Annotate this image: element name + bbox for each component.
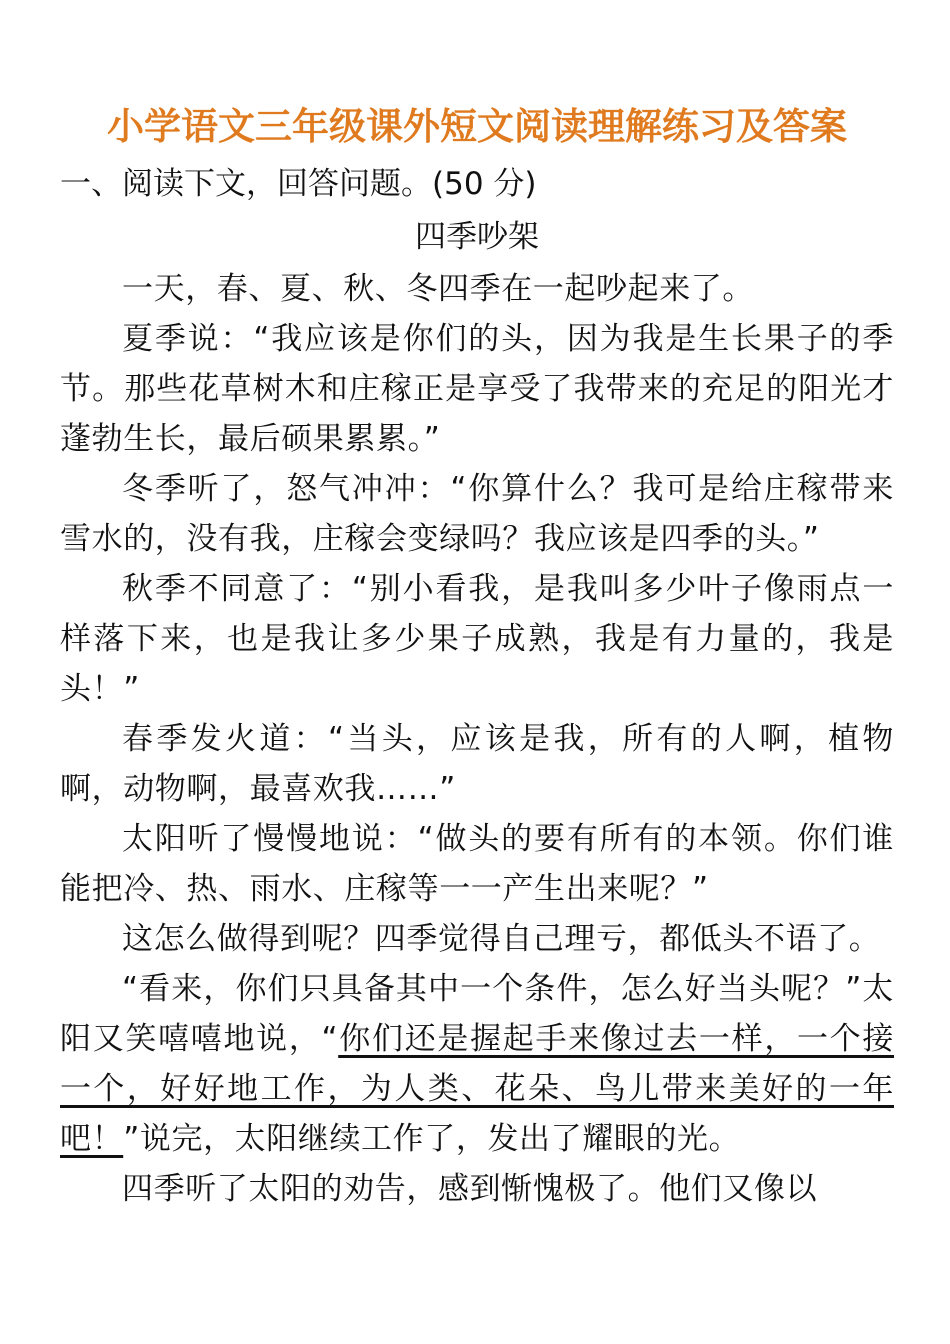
paragraph: 这怎么做得到呢？四季觉得自己理亏，都低头不语了。 [122,921,881,957]
sun-advice-paragraph [60,964,894,1164]
sun-advice-tail: ”说完，太阳继续工作了，发出了耀眼的光。 [123,1121,741,1157]
section-heading: 一、阅读下文，回答问题。(50 分) [60,166,537,202]
paragraph: 夏季说：“我应该是你们的头，因为我是生长果子的季节。那些花草树木和庄稼正是享受了我带来的充足的阳光才蓬勃生长，最后硕果累累。” [60,321,894,457]
paragraph: 秋季不同意了：“别小看我，是我叫多少叶子像雨点一样落下来，也是我让多少果子成熟，我是有力量的，我是头！” [60,571,894,707]
document-title: 小学语文三年级课外短文阅读理解练习及答案 [107,105,847,148]
paragraph-last: 四季听了太阳的劝告，感到惭愧极了。他们又像以 [122,1171,818,1207]
paragraph: 一天，春、夏、秋、冬四季在一起吵起来了。 [122,271,754,307]
paragraph: 太阳听了慢慢地说：“做头的要有所有的本领。你们谁能把冷、热、雨水、庄稼等一一产生出来呢？” [60,821,894,907]
paragraph: 春季发火道：“当头，应该是我，所有的人啊，植物啊，动物啊，最喜欢我……” [60,721,894,807]
underlined-sentence: 你们还是握起手来像过去一样，一个接一个，好好地工作，为人类、花朵、鸟儿带来美好的一年吧！ [60,1021,894,1157]
document-page [60,96,894,1214]
story-title: 四季吵架 [415,219,539,255]
paragraph: 冬季听了，怒气冲冲：“你算什么？我可是给庄稼带来雪水的，没有我，庄稼会变绿吗？我应该是四季的头。” [60,471,894,557]
sun-advice-lead: “看来，你们只具备其中一个条件，怎么好当头呢？”太阳又笑嘻嘻地说，“ [60,971,894,1057]
